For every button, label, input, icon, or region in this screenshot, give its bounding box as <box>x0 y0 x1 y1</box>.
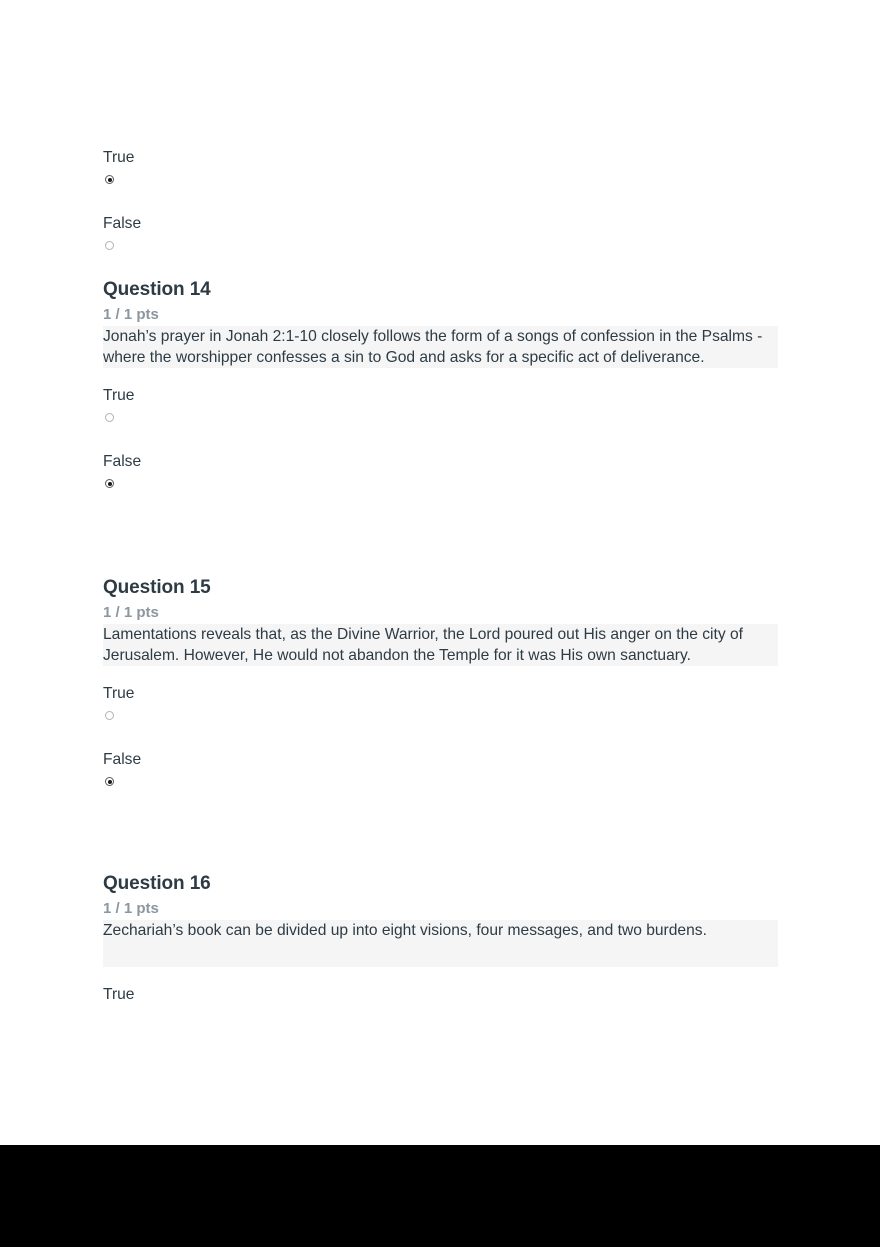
answer-label: True <box>103 149 135 166</box>
answer-label: True <box>103 387 135 405</box>
answer-option[interactable] <box>103 386 779 422</box>
page-bottom-letterbox <box>0 1145 880 1247</box>
question-block <box>103 872 779 1004</box>
answer-label: True <box>103 685 135 703</box>
question-title: Question 16 <box>103 873 211 894</box>
question-points: 1 / 1 pts <box>103 899 159 917</box>
question-text: Lamentations reveals that, as the Divine Warrior, the Lord poured out His anger on the city of Jerusalem. However, He would not abandon the Temple for it was His own sanctuary. <box>103 624 778 666</box>
radio-button-selected[interactable] <box>105 479 114 488</box>
radio-button-unselected[interactable] <box>105 413 114 422</box>
radio-button-selected[interactable] <box>105 175 114 184</box>
question-title: Question 15 <box>103 577 211 598</box>
answer-group <box>103 684 779 786</box>
answer-group <box>103 985 779 1004</box>
question-points: 1 / 1 pts <box>103 603 159 621</box>
answer-label: False <box>103 215 142 232</box>
carryover-answer-group <box>103 148 779 250</box>
question-text: Jonah’s prayer in Jonah 2:1-10 closely follows the form of a songs of confession in the Psalms - where the worshipper confesses a sin to God and asks for a specific act of deliverance. <box>103 326 778 368</box>
answer-group <box>103 386 779 488</box>
answer-label: False <box>103 751 142 769</box>
answer-option[interactable] <box>103 148 779 184</box>
answer-option[interactable] <box>103 214 779 250</box>
radio-button-unselected[interactable] <box>105 241 114 250</box>
answer-option[interactable] <box>103 985 779 1004</box>
answer-option[interactable] <box>103 452 779 488</box>
answer-label: True <box>103 986 135 1004</box>
radio-button-unselected[interactable] <box>105 711 114 720</box>
answer-option[interactable] <box>103 750 779 786</box>
answer-label: False <box>103 453 142 471</box>
answer-option[interactable] <box>103 684 779 720</box>
question-title: Question 14 <box>103 279 211 300</box>
question-block <box>103 278 779 488</box>
question-text: Zechariah’s book can be divided up into eight visions, four messages, and two burdens. <box>103 920 778 967</box>
question-block <box>103 576 779 786</box>
question-points: 1 / 1 pts <box>103 305 159 323</box>
radio-button-selected[interactable] <box>105 777 114 786</box>
